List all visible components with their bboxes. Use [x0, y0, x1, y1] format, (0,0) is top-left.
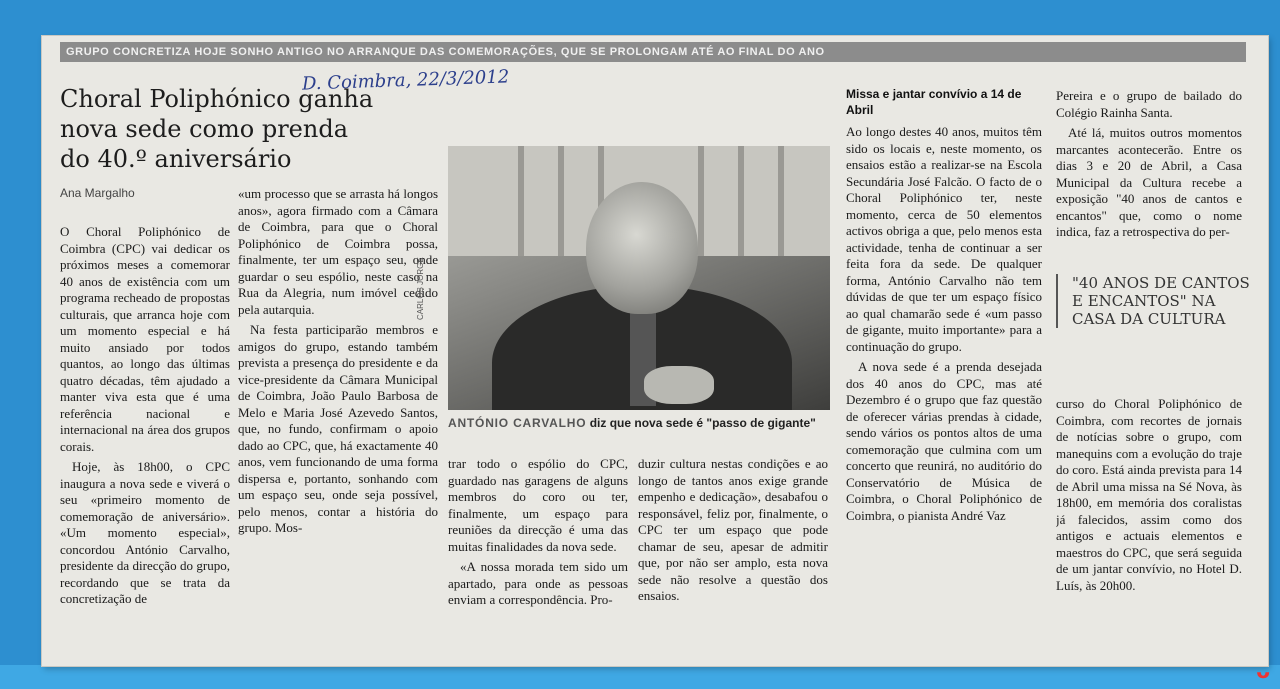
photo-person-hand: [644, 366, 714, 404]
article-column-5: [846, 124, 1042, 654]
article-column-4: [638, 456, 828, 656]
subheading: Missa e jantar convívio a 14 de Abril: [846, 87, 1022, 117]
photo-caption: [448, 416, 830, 430]
paragraph: A nova sede é a prenda desejada dos 40 anos do CPC, mas até Dezembro é o grupo que faz questão de oferecer várias prendas à cidade, sendo vários os pontos altos de uma comemoração que culmina com um concerto que reunirá, no auditório do Conservatório de Música de Coimbra, o Choral Poliphónico de Coimbra, o pianista André Vaz: [846, 359, 1042, 523]
headline: Choral Poliphónico ganha nova sede como prenda do 40.º aniversário: [60, 85, 374, 173]
photo-credit: CARLOS JORGE: [416, 257, 425, 320]
portrait-photo: [448, 146, 830, 410]
article-column-6: [1056, 88, 1242, 288]
background-strip: [0, 665, 1280, 689]
caption-text: diz que nova sede é "passo de gigante": [589, 416, 816, 430]
article-column-2: [238, 186, 438, 656]
newspaper-clipping: [42, 36, 1268, 666]
paragraph: Na festa participarão membros e amigos do grupo, estando também prevista a presença do presidente e da vice-presidente da Câmara Municipal de Coimbra, João Paulo Barbosa de Melo e Maria José Azevedo Santos, que, no fundo, confirmam o apoio dado ao CPC, que, há exactamente 40 anos, vem funcionando de uma forma dispersa e, portanto, sonhando com um espaço seu, onde seja possível, pelo menos, contar a história do grupo. Mos-: [238, 322, 438, 535]
paragraph: Ao longo destes 40 anos, muitos têm sido os locais e, neste momento, os ensaios estão a realizar-se na Escola Secundária José Falcão. O facto de o Choral Poliphónico ter, neste momento, cerca de 50 elementos activos obriga a que, pelo menos esta actividade, tenha de continuar a ser feita fora da sede. De qualquer forma, António Carvalho não tem dúvidas de que ter um espaço físico ao qual chamarão sede é «um passo de gigante, muito importante» para a continuação do grupo.: [846, 124, 1042, 354]
paragraph: «um processo que se arrasta há longos anos», agora firmado com a Câmara de Coimbra, para que o Choral Poliphónico de Coimbra possa, finalmente, ter um espaço seu, onde guardar o seu espólio, neste caso na Rua da Alegria, num imóvel cedido pela autarquia.: [238, 186, 438, 317]
paragraph: Pereira e o grupo de bailado do Colégio Rainha Santa.: [1056, 88, 1242, 120]
paragraph: O Choral Poliphónico de Coimbra (CPC) vai dedicar os próximos meses a comemorar 40 anos de existência com um programa recheado de propostas culturais, que arranca hoje com um momento especial e há muito ansiado por todos quantos, ao longo das últimas quatro décadas, têm ajudado a manter viva esta que é uma referência nacional e internacional na área dos grupos corais.: [60, 224, 230, 454]
paragraph: Hoje, às 18h00, o CPC inaugura a nova sede e viverá o seu «primeiro momento de comemoração de aniversário». «Um momento especial», concordou António Carvalho, presidente da direcção do grupo, recordando que se trata da concretização de: [60, 459, 230, 606]
paragraph: curso do Choral Poliphónico de Coimbra, com recortes de jornais de notícias sobre o grupo, com manequins com a evolução do traje do coro. Está ainda prevista para 14 de Abril uma missa na Sé Nova, às 18h00, em memória dos coralistas já falecidos, assim como dos antigos e actuais elementos e maestros do CPC, que será seguida de um jantar convívio, no Hotel D. Luís, às 20h00.: [1056, 396, 1242, 593]
article-column-3: [448, 456, 628, 656]
kicker-banner: GRUPO CONCRETIZA HOJE SONHO ANTIGO NO ARRANQUE DAS COMEMORAÇÕES, QUE SE PROLONGAM ATÉ AO FINAL DO ANO: [60, 42, 1246, 62]
caption-name: ANTÓNIO CARVALHO: [448, 416, 587, 430]
paragraph: trar todo o espólio do CPC, guardado nas garagens de alguns membros do coro ou ter, finalmente, um espaço para reuniões da direcção é uma das muitas finalidades da nova sede.: [448, 456, 628, 554]
handwritten-date-note: D. Coimbra, 22/3/2012: [301, 66, 510, 95]
article-column-1: [60, 224, 230, 654]
paragraph: duzir cultura nestas condições e ao longo de tantos anos exige grande empenho e dedicação», desabafou o responsável, feliz por, finalmente, o CPC ter um espaço que pode chamar de seu, apesar de admitir que, por não ser amplo, esta nova sede não resolve a questão dos ensaios.: [638, 456, 828, 603]
corner-watermark-icon: ᴗ: [1256, 659, 1270, 683]
paragraph: «A nossa morada tem sido um apartado, para onde as pessoas enviam a correspondência. Pro-: [448, 559, 628, 607]
photo-person-head: [586, 182, 698, 314]
pull-quote: "40 ANOS DE CANTOS E ENCANTOS" NA CASA DA CULTURA: [1056, 274, 1258, 328]
article-column-7: [1056, 396, 1242, 656]
paragraph: Até lá, muitos outros momentos marcantes acontecerão. Entre os dias 3 e 20 de Abril, a Casa Municipal da Cultura recebe a exposição "40 anos de cantos e encantos" que, como o nome indica, faz a retrospectiva do per-: [1056, 125, 1242, 239]
byline: Ana Margalho: [60, 186, 135, 200]
